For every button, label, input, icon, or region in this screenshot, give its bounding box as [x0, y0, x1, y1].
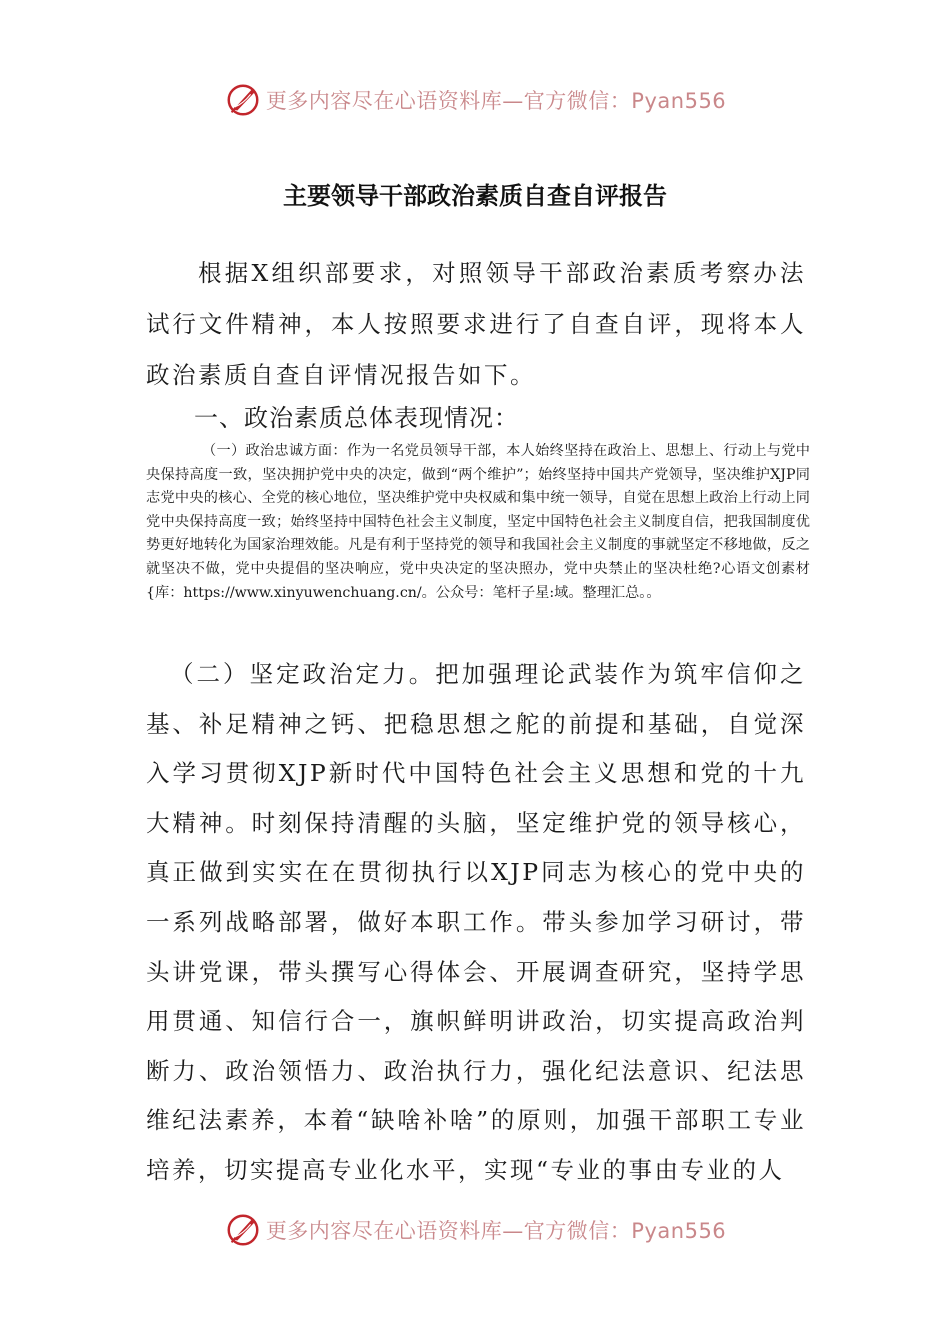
paragraph-political-stance: （二）坚定政治定力。把加强理论武装作为筑牢信仰之基、补足精神之钙、把稳思想之舵的前提和基础，自觉深入学习贯彻XJP新时代中国特色社会主义思想和党的十九大精神。时刻保持清醒的头脑，坚定维护党的领导核心，真正做到实实在在贯彻执行以XJP同志为核心的党中央的一系列战略部署，做好本职工作。带头参加学习研讨，带头讲党课，带头撰写心得体会、开展调查研究，坚持学思用贯通、知信行合一，旗帜鲜明讲政治，切实提高政治判断力、政治领悟力、政治执行力，强化纪法意识、纪法思维纪法素养，本着“缺啥补啥”的原则，加强干部职工专业培养，切实提高专业化水平，实现“专业的事由专业的人	[146, 660, 806, 1184]
document-title: 主要领导干部政治素质自查自评报告	[283, 182, 667, 210]
quill-logo-icon	[224, 1211, 262, 1249]
header-banner	[0, 76, 950, 124]
footer-banner	[0, 1206, 950, 1254]
section-heading: 一、政治素质总体表现情况：	[194, 404, 519, 432]
footer-banner-text: 更多内容尽在心语资料库—官方微信：Pyan556	[265, 1219, 727, 1243]
intro-paragraph: 根据X组织部要求，对照领导干部政治素质考察办法试行文件精神，本人按照要求进行了自查自评，现将本人政治素质自查自评情况报告如下。	[146, 259, 806, 389]
header-banner-text: 更多内容尽在心语资料库—官方微信：Pyan556	[265, 89, 727, 113]
paragraph-political-loyalty: （一）政治忠诚方面：作为一名党员领导干部，本人始终坚持在政治上、思想上、行动上与党中央保持高度一致，坚决拥护党中央的决定，做到“两个维护”；始终坚持中国共产党领导，坚决维护XJP同志党中央的核心、全党的核心地位，坚决维护党中央权威和集中统一领导，自觉在思想上政治上行动上同党中央保持高度一致；始终坚持中国特色社会主义制度，坚定中国特色社会主义制度自信，把我国制度优势更好地转化为国家治理效能。凡是有利于坚持党的领导和我国社会主义制度的事就坚定不移地做，反之就坚决不做，党中央提倡的坚决响应，党中央决定的坚决照办，党中央禁止的坚决杜绝?心语文创素材{库：https://www.xinyuwenchuang.cn/。公众号：笔杆子星:域。整理汇总。。	[146, 443, 810, 601]
quill-logo-icon	[224, 81, 262, 119]
